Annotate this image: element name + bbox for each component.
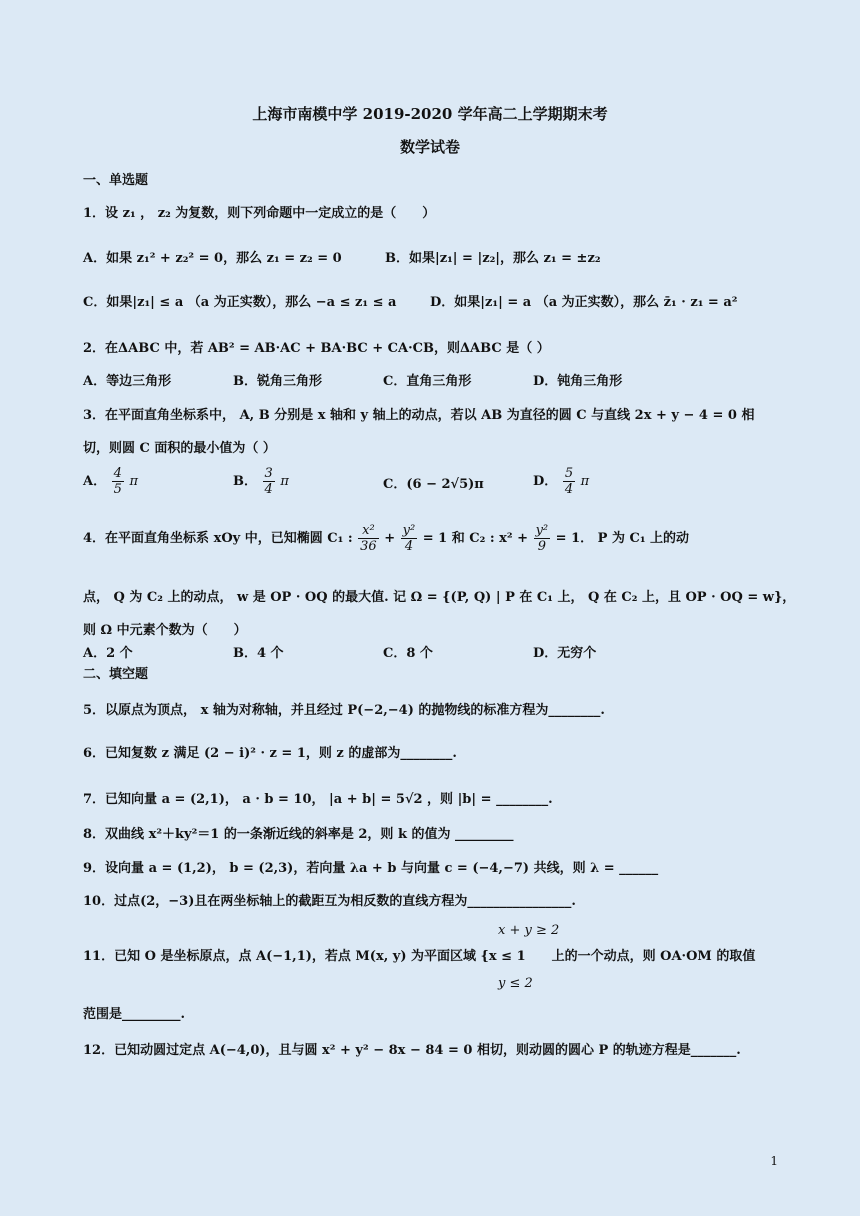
question-3-option-b: B． $\frac{3}{4}$ π (233, 466, 289, 497)
question-10: 10．过点(2，−3)且在两坐标轴上的截距互为相反数的直线方程为________________. (83, 894, 576, 909)
question-11-tail: 范围是_________. (83, 1007, 186, 1022)
question-3-option-a: A． $\frac{4}{5}$ π (83, 466, 138, 497)
question-2-option-d: D．钝角三角形 (533, 374, 623, 389)
question-1-option-a: A．如果 z₁² + z₂² = 0，那么 z₁ = z₂ = 0 (83, 251, 342, 266)
question-4-stem-line-3: 则 Ω 中元素个数为（ ） (83, 623, 247, 638)
question-4-option-c: C．8 个 (383, 646, 433, 661)
exam-subtitle: 数学试卷 (399, 138, 460, 156)
section-heading-fill-in: 二、填空题 (83, 667, 149, 682)
question-1-option-c: C．如果|z₁| ≤ a （a 为正实数），那么 −a ≤ z₁ ≤ a (83, 295, 397, 310)
question-1-option-b: B．如果|z₁| = |z₂|，那么 z₁ = ±z₂ (385, 251, 601, 266)
question-4-option-a: A．2 个 (83, 646, 133, 661)
question-4-option-d: D．无穷个 (533, 646, 597, 661)
question-11-stem: 11．已知 O 是坐标原点，点 A(−1,1)，若点 M(x, y) 为平面区域 {x ≤ 1 上的一个动点，则 OA·OM 的取值 (83, 949, 756, 964)
question-2-stem: 2．在ΔABC 中，若 AB² = AB·AC + BA·BC + CA·CB，则ΔABC 是（ ） (83, 341, 550, 356)
question-4-stem-line-2: 点， Q 为 C₂ 上的动点， w 是 OP · OQ 的最大值. 记 Ω = {(P, Q) | P 在 C₁ 上， Q 在 C₂ 上，且 OP · OQ = w}， (83, 590, 796, 605)
question-1-option-d: D．如果|z₁| = a （a 为正实数），那么 z̄₁ · z₁ = a² (430, 295, 738, 310)
question-2-option-a: A．等边三角形 (83, 374, 172, 389)
question-3-option-c: C．(6 − 2√5)π (383, 477, 484, 492)
question-11-condition-3: y ≤ 2 (498, 976, 533, 991)
question-3-stem-line-1: 3．在平面直角坐标系中， A, B 分别是 x 轴和 y 轴上的动点，若以 AB 为直径的圆 C 与直线 2x + y − 4 = 0 相 (83, 408, 755, 423)
question-1-stem: 1．设 z₁ ， z₂ 为复数，则下列命题中一定成立的是（ ） (83, 206, 436, 221)
question-7: 7．已知向量 a = (2,1)， a · b = 10， |a + b| = 5√2 ，则 |b| = ________. (83, 792, 553, 807)
question-12: 12．已知动圆过定点 A(−4,0)，且与圆 x² + y² − 8x − 84 = 0 相切，则动圆的圆心 P 的轨迹方程是_______. (83, 1043, 741, 1058)
question-4-option-b: B．4 个 (233, 646, 284, 661)
section-heading-single-choice: 一、单选题 (83, 173, 149, 188)
page-number: 1 (770, 1154, 778, 1168)
question-3-stem-line-2: 切，则圆 C 面积的最小值为（ ） (83, 441, 276, 456)
question-4-stem-line-1: 4．在平面直角坐标系 xOy 中，已知椭圆 C₁ : $\frac{\text{x²}}{36}$ + $\frac{\text{y²}}{4}$ = 1 和 C₂ : x² + $\frac{\text{y²}}{9}$ = 1． P 为 C₁ 上的动 (83, 523, 690, 554)
exam-title: 上海市南模中学 2019-2020 学年高二上学期期末考 (252, 105, 608, 123)
question-11-condition-1: x + y ≥ 2 (498, 923, 560, 938)
question-6: 6．已知复数 z 满足 (2 − i)² · z = 1，则 z 的虚部为________. (83, 746, 457, 761)
question-5: 5．以原点为顶点， x 轴为对称轴，并且经过 P(−2,−4) 的抛物线的标准方程为________. (83, 703, 605, 718)
question-2-option-b: B．锐角三角形 (233, 374, 322, 389)
question-3-option-d: D． $\frac{5}{4}$ π (533, 466, 590, 497)
question-2-option-c: C．直角三角形 (383, 374, 472, 389)
question-8: 8．双曲线 x²＋ky²＝1 的一条渐近线的斜率是 2，则 k 的值为 _________ (83, 827, 514, 842)
question-9: 9．设向量 a = (1,2)， b = (2,3)，若向量 λa + b 与向量 c = (−4,−7) 共线，则 λ = ______ (83, 861, 659, 876)
